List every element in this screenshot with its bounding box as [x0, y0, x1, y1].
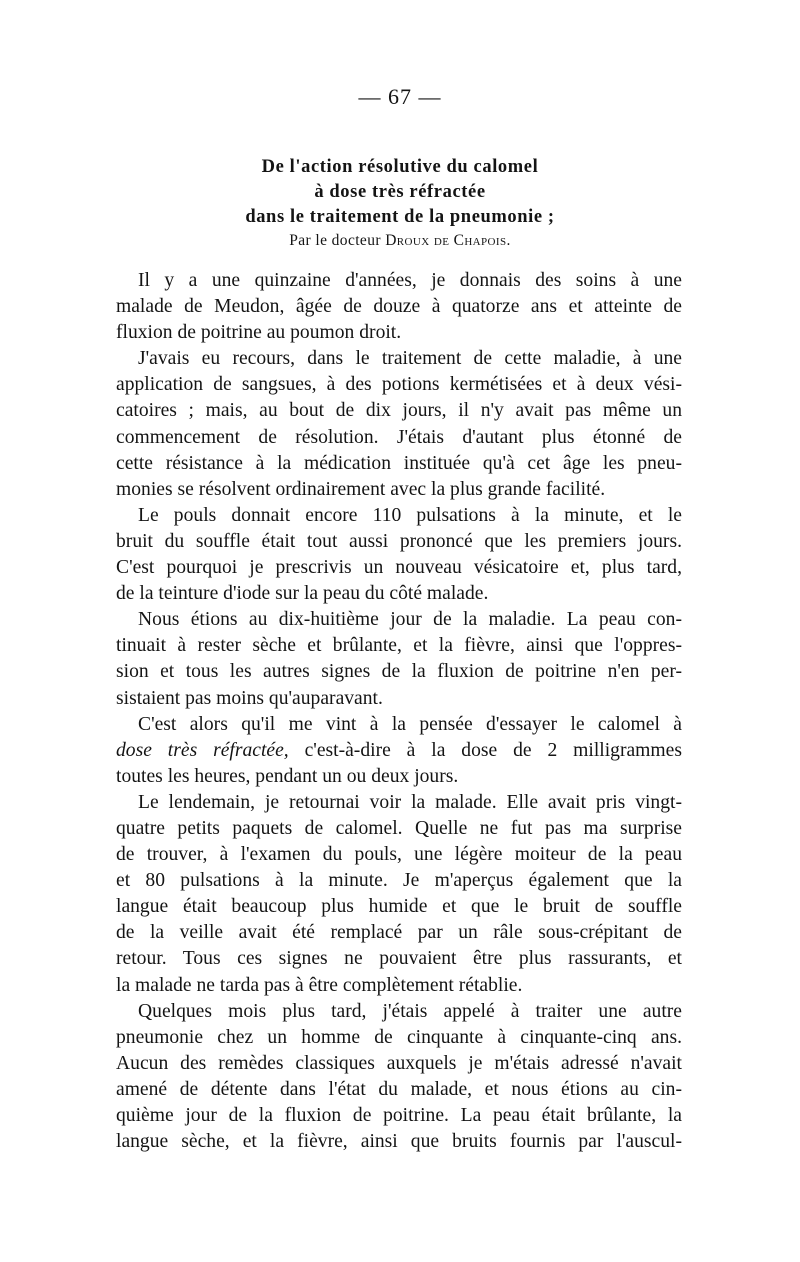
body-line: C'est pourquoi je prescrivis un nouveau vésicatoire et, plus tard, — [116, 557, 682, 579]
body-line: langue était beaucoup plus humide et que le bruit de souffle — [116, 896, 682, 918]
body-line: toutes les heures, pendant un ou deux jours. — [116, 765, 459, 787]
title-line-1: De l'action résolutive du calomel — [261, 157, 539, 177]
body-line: langue sèche, et la fièvre, ainsi que bruits fournis par l'auscul- — [116, 1131, 682, 1153]
body-line: fluxion de poitrine au poumon droit. — [116, 322, 402, 344]
body-line: de la veille avait été remplacé par un râle sous-crépitant de — [116, 922, 682, 944]
body-line: quième jour de la fluxion de poitrine. La peau était brûlante, la — [116, 1105, 682, 1126]
title-line-3: dans le traitement de la pneumonie ; — [245, 207, 555, 227]
body-line: Quelques mois plus tard, j'étais appelé à traiter une autre — [138, 1000, 682, 1022]
byline-prefix: Par le docteur — [289, 232, 381, 249]
page-number: — 67 — — [358, 84, 442, 109]
body-line: quatre petits paquets de calomel. Quelle ne fut pas ma surprise — [116, 817, 682, 839]
body-line: dose très réfractée, c'est-à-dire à la dose de 2 milligrammes — [116, 739, 682, 761]
body-line: tinuait à rester sèche et brûlante, et la fièvre, ainsi que l'oppres- — [116, 635, 682, 657]
body-text — [116, 268, 682, 1155]
body-line: application de sangsues, à des potions kermétisées et à deux vési- — [116, 374, 682, 396]
body-line: J'avais eu recours, dans le traitement de cette maladie, à une — [138, 348, 682, 370]
body-line: de la teinture d'iode sur la peau du côté malade. — [116, 583, 489, 605]
body-line: catoires ; mais, au bout de dix jours, il n'y avait pas même un — [116, 400, 682, 422]
body-line: de trouver, à l'examen du pouls, une légère moiteur de la peau — [116, 844, 682, 866]
body-line: sistaient pas moins qu'auparavant. — [116, 687, 383, 709]
body-line: Il y a une quinzaine d'années, je donnais des soins à une — [138, 270, 682, 291]
body-line: Le lendemain, je retournai voir la malade. Elle avait pris vingt- — [138, 791, 682, 813]
body-line: Le pouls donnait encore 110 pulsations à la minute, et le — [138, 504, 682, 526]
body-line: monies se résolvent ordinairement avec la plus grande facilité. — [116, 478, 606, 500]
article-title — [0, 155, 800, 230]
body-line: Nous étions au dix-huitième jour de la maladie. La peau con- — [138, 609, 682, 631]
byline — [0, 232, 800, 250]
body-line: la malade ne tarda pas à être complètement rétablie. — [116, 974, 523, 996]
body-line: Aucun des remèdes classiques auxquels je m'étais adressé n'avait — [116, 1052, 682, 1074]
body-line: commencement de résolution. J'étais d'autant plus étonné de — [116, 426, 682, 448]
body-line: amené de détente dans l'état du malade, et nous étions au cin- — [116, 1078, 682, 1100]
title-line-2: à dose très réfractée — [314, 182, 486, 202]
body-line: pneumonie chez un homme de cinquante à cinquante-cinq ans. — [116, 1026, 682, 1048]
body-line: bruit du souffle était tout aussi prononcé que les premiers jours. — [116, 530, 682, 552]
body-line: C'est alors qu'il me vint à la pensée d'essayer le calomel à — [138, 713, 682, 735]
body-line: et 80 pulsations à la minute. Je m'aperçus également que la — [116, 870, 682, 892]
body-line: cette résistance à la médication instituée qu'à cet âge les pneu- — [116, 452, 682, 474]
body-line: malade de Meudon, âgée de douze à quatorze ans et atteinte de — [116, 296, 682, 318]
body-line: sion et tous les autres signes de la fluxion de poitrine n'en per- — [116, 661, 682, 683]
byline-author: Droux de Chapois. — [385, 232, 511, 249]
body-line: retour. Tous ces signes ne pouvaient être plus rassurants, et — [116, 948, 682, 970]
